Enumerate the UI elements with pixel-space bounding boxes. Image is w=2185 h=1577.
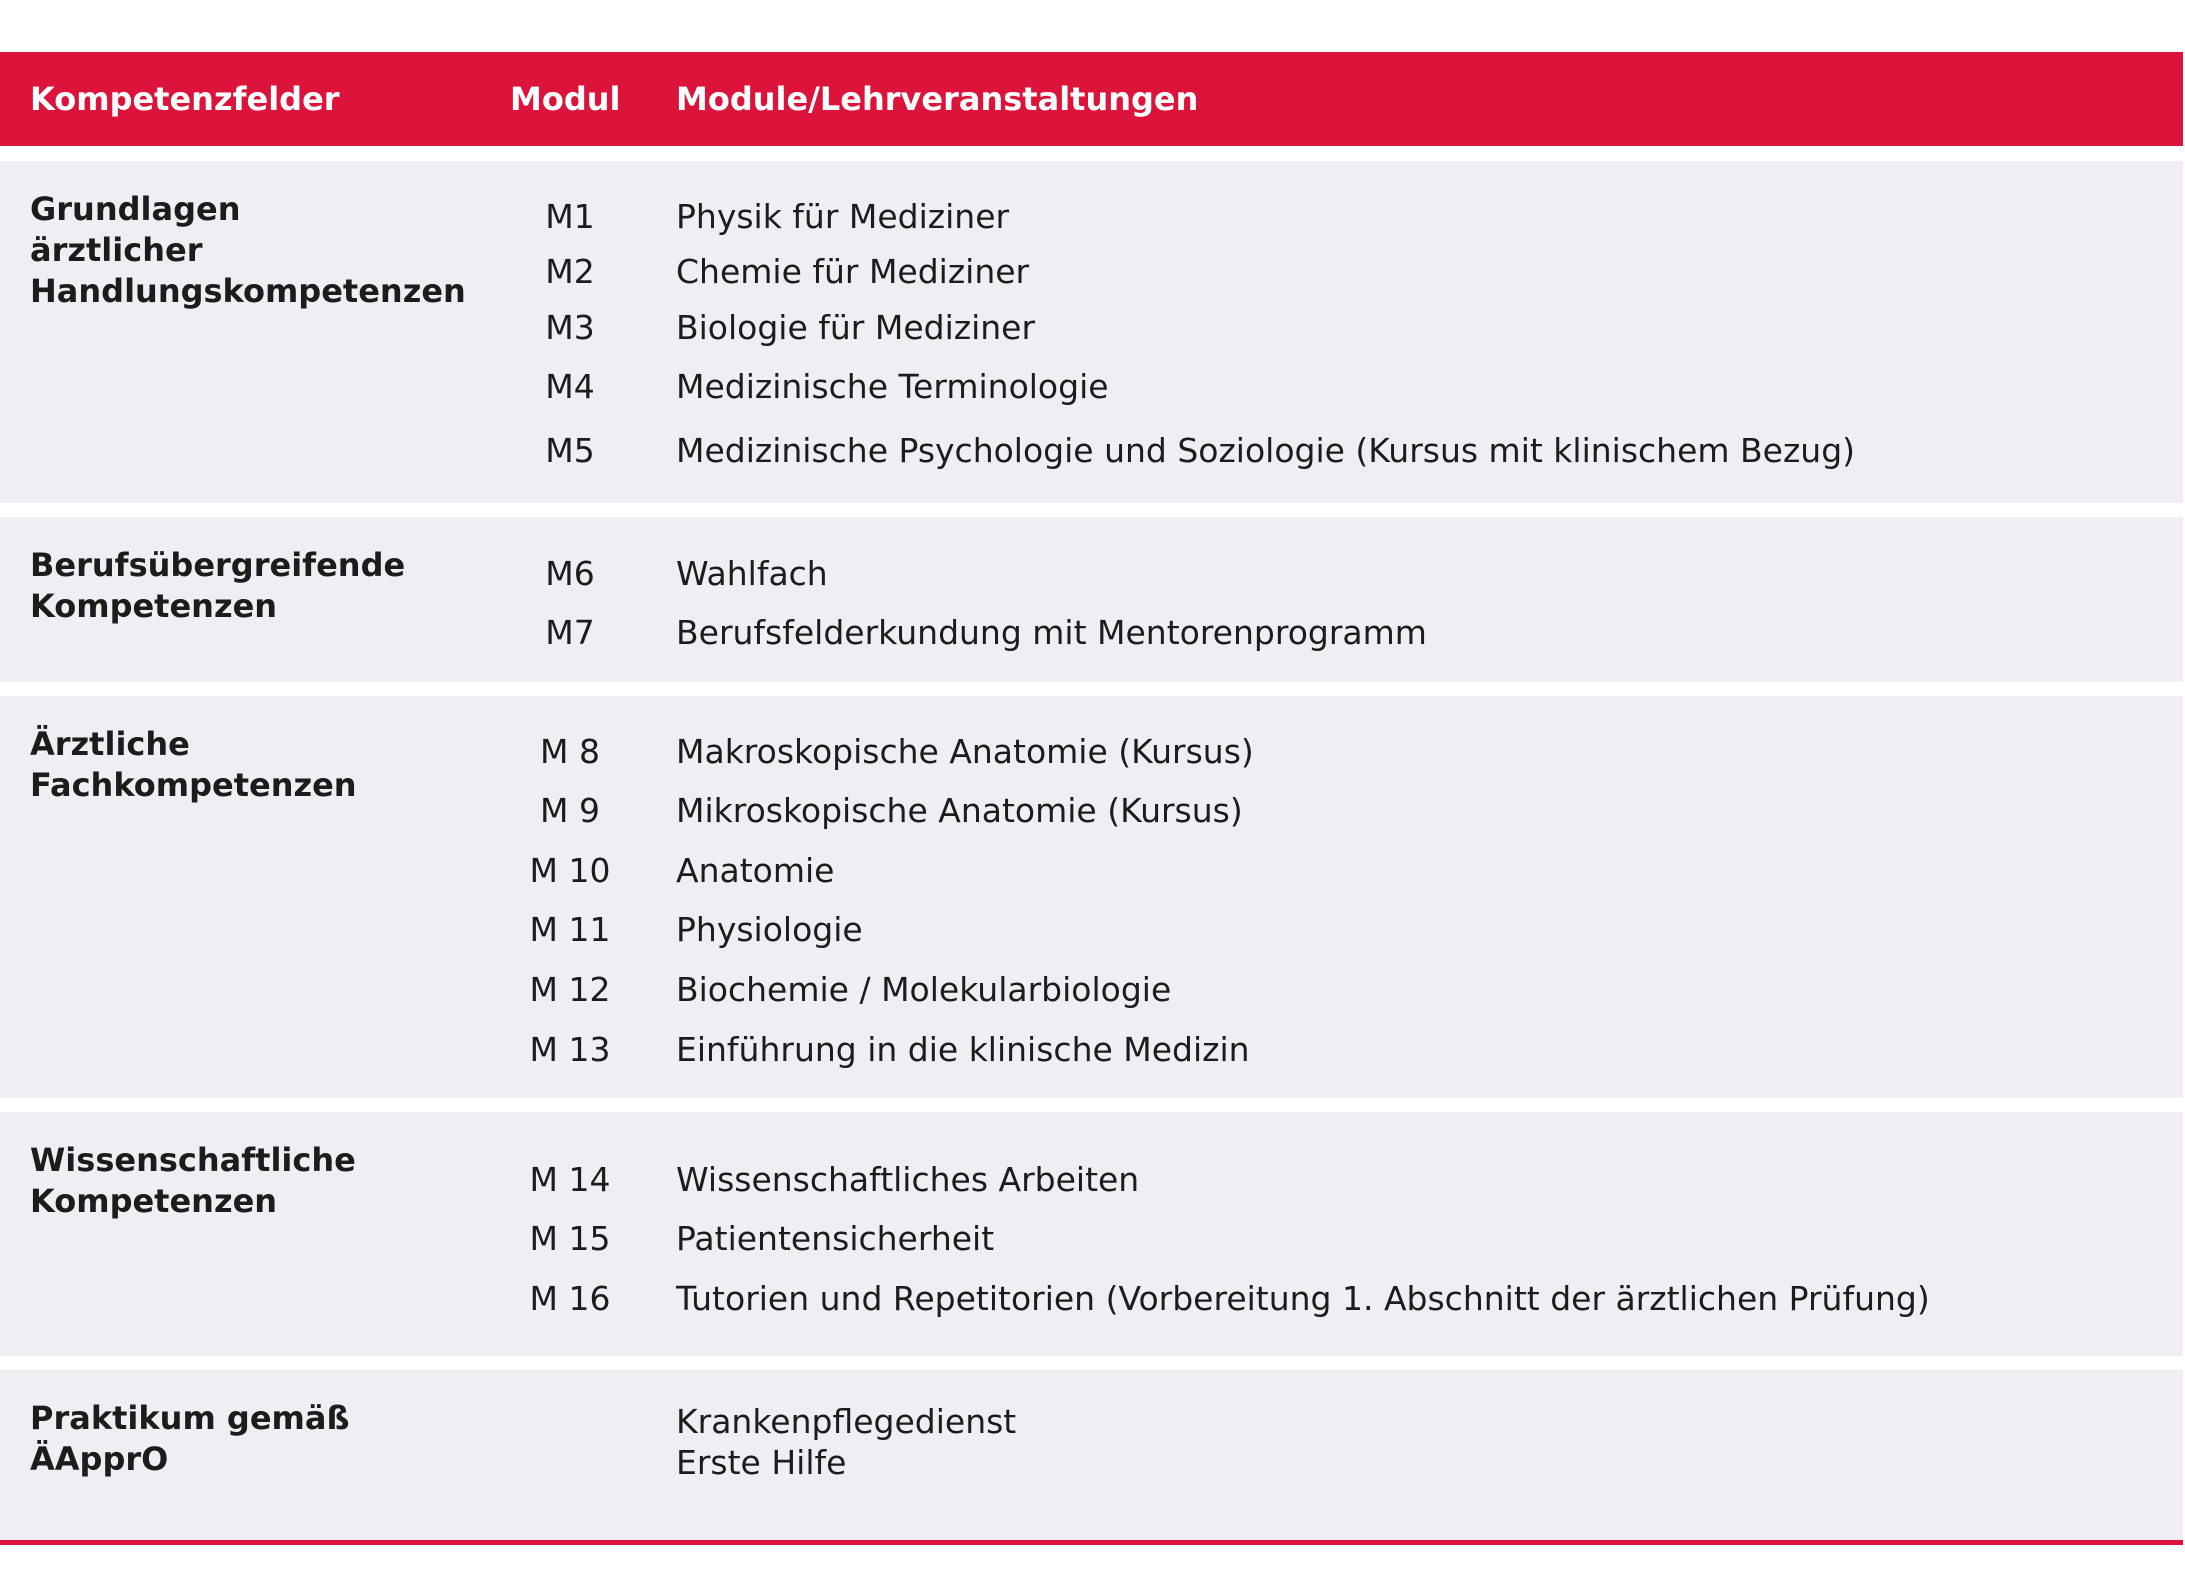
category-line: ärztlicher	[30, 231, 203, 269]
category-line: Ärztliche	[30, 725, 190, 763]
header-module-lehrveranstaltungen: Module/Lehrveranstaltungen	[676, 80, 1199, 118]
category-line: Kompetenzen	[30, 587, 278, 625]
category-label	[30, 1140, 356, 1222]
category-line: ÄApprO	[30, 1440, 169, 1478]
module-name: Biochemie / Molekularbiologie	[676, 970, 1172, 1009]
module-name: Biologie für Mediziner	[676, 308, 1036, 347]
table-header	[0, 52, 2183, 146]
header-modul: Modul	[510, 80, 621, 118]
section-fachkompetenzen	[0, 696, 2183, 1098]
category-label	[30, 189, 466, 312]
section-praktikum	[0, 1370, 2183, 1540]
module-code: M3	[545, 308, 595, 347]
module-code: M 13	[529, 1030, 611, 1069]
module-name: Anatomie	[676, 851, 835, 890]
category-label	[30, 545, 405, 627]
module-code: M 15	[529, 1219, 611, 1258]
module-name: Wissenschaftliches Arbeiten	[676, 1160, 1140, 1199]
category-line: Handlungskompetenzen	[30, 272, 466, 310]
module-name: Krankenpflegedienst	[676, 1402, 1017, 1441]
module-name: Medizinische Terminologie	[676, 367, 1109, 406]
module-name: Physiologie	[676, 910, 863, 949]
module-code: M 10	[529, 851, 611, 890]
category-line: Fachkompetenzen	[30, 766, 357, 804]
module-name: Einführung in die klinische Medizin	[676, 1030, 1250, 1069]
category-line: Wissenschaftliche	[30, 1141, 356, 1179]
module-code: M 16	[529, 1279, 611, 1318]
module-code: M6	[545, 554, 595, 593]
module-name: Physik für Mediziner	[676, 197, 1010, 236]
category-line: Praktikum gemäß	[30, 1399, 350, 1437]
module-name: Mikroskopische Anatomie (Kursus)	[676, 791, 1243, 830]
module-name: Erste Hilfe	[676, 1443, 847, 1482]
category-line: Kompetenzen	[30, 1182, 278, 1220]
category-label	[30, 724, 357, 806]
module-name: Medizinische Psychologie und Soziologie (Kursus mit klinischem Bezug)	[676, 431, 1856, 470]
bottom-rule	[0, 1540, 2183, 1545]
module-name: Chemie für Mediziner	[676, 252, 1030, 291]
section-wissenschaftlich	[0, 1112, 2183, 1356]
module-name: Wahlfach	[676, 554, 828, 593]
module-code: M 9	[540, 791, 600, 830]
module-code: M5	[545, 431, 595, 470]
category-line: Grundlagen	[30, 190, 241, 228]
module-code: M7	[545, 613, 595, 652]
module-name: Patientensicherheit	[676, 1219, 995, 1258]
module-code: M 12	[529, 970, 611, 1009]
module-name: Makroskopische Anatomie (Kursus)	[676, 732, 1254, 771]
module-code: M2	[545, 252, 595, 291]
section-berufsuebergreifend	[0, 517, 2183, 682]
module-code: M 11	[529, 910, 611, 949]
module-name: Tutorien und Repetitorien (Vorbereitung 1. Abschnitt der ärztlichen Prüfung)	[676, 1279, 1930, 1318]
category-line: Berufsübergreifende	[30, 546, 406, 584]
category-label	[30, 1398, 349, 1480]
module-code: M 14	[529, 1160, 611, 1199]
module-code: M1	[545, 197, 595, 236]
module-name: Berufsfelderkundung mit Mentorenprogramm	[676, 613, 1427, 652]
module-code: M 8	[540, 732, 600, 771]
module-code: M4	[545, 367, 595, 406]
header-kompetenzfelder: Kompetenzfelder	[30, 80, 340, 118]
section-grundlagen	[0, 161, 2183, 503]
